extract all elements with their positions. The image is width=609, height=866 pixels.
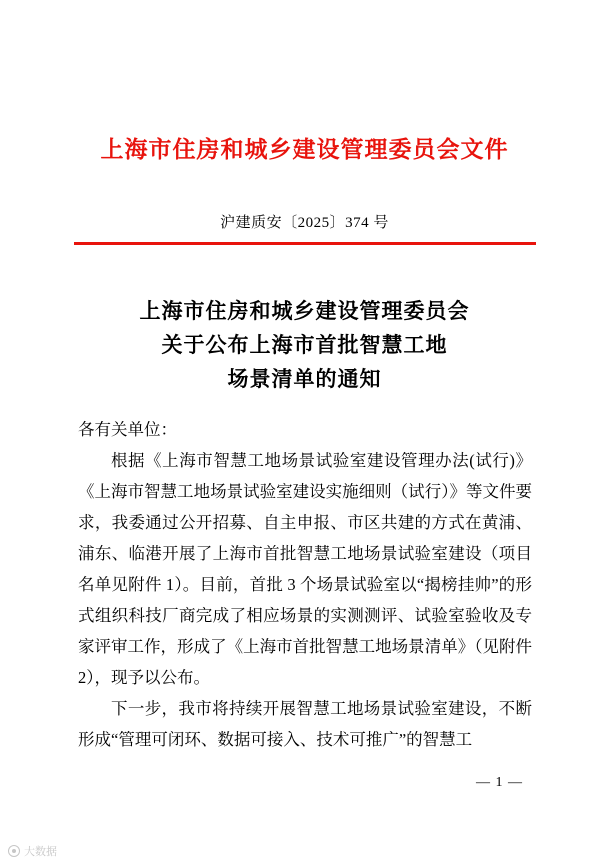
paragraph-2: 下一步，我市将持续开展智慧工地场景试验室建设，不断形成“管理可闭环、数据可接入、技术可推广”的智慧工 [78,699,532,749]
document-title-line-3: 场景清单的通知 [227,367,382,391]
paragraph-1: 根据《上海市智慧工地场景试验室建设管理办法(试行)》《上海市智慧工地场景试验室建设实施细则（试行）》等文件要求，我委通过公开招募、自主申报、市区共建的方式在黄浦、浦东、临港开展了上海市首批智慧工地场景试验室建设（项目名单见附件 1）。目前，首批 3 个场景试验室以“揭榜挂帅”的形式组织科技厂商完成了相应场景的实测测评、试验室验收及专家评审工作，形成了《上海市首批智慧工地场景清单》（见附件 2），现予以公布。 [78,451,532,687]
watermark-logo-icon [8,845,20,857]
salutation: 各有关单位： [78,420,177,439]
watermark [8,843,57,859]
document-title [0,294,609,396]
document-title-line-1: 上海市住房和城乡建设管理委员会 [139,299,470,323]
document-number: 沪建质安〔2025〕374 号 [220,215,389,231]
document-header-title: 上海市住房和城乡建设管理委员会文件 [100,137,509,162]
document-title-line-2: 关于公布上海市首批智慧工地 [161,333,448,357]
red-divider [74,242,536,245]
watermark-text: 大数据 [24,846,57,858]
document-body [78,414,532,755]
page-number: — 1 — [476,775,523,790]
